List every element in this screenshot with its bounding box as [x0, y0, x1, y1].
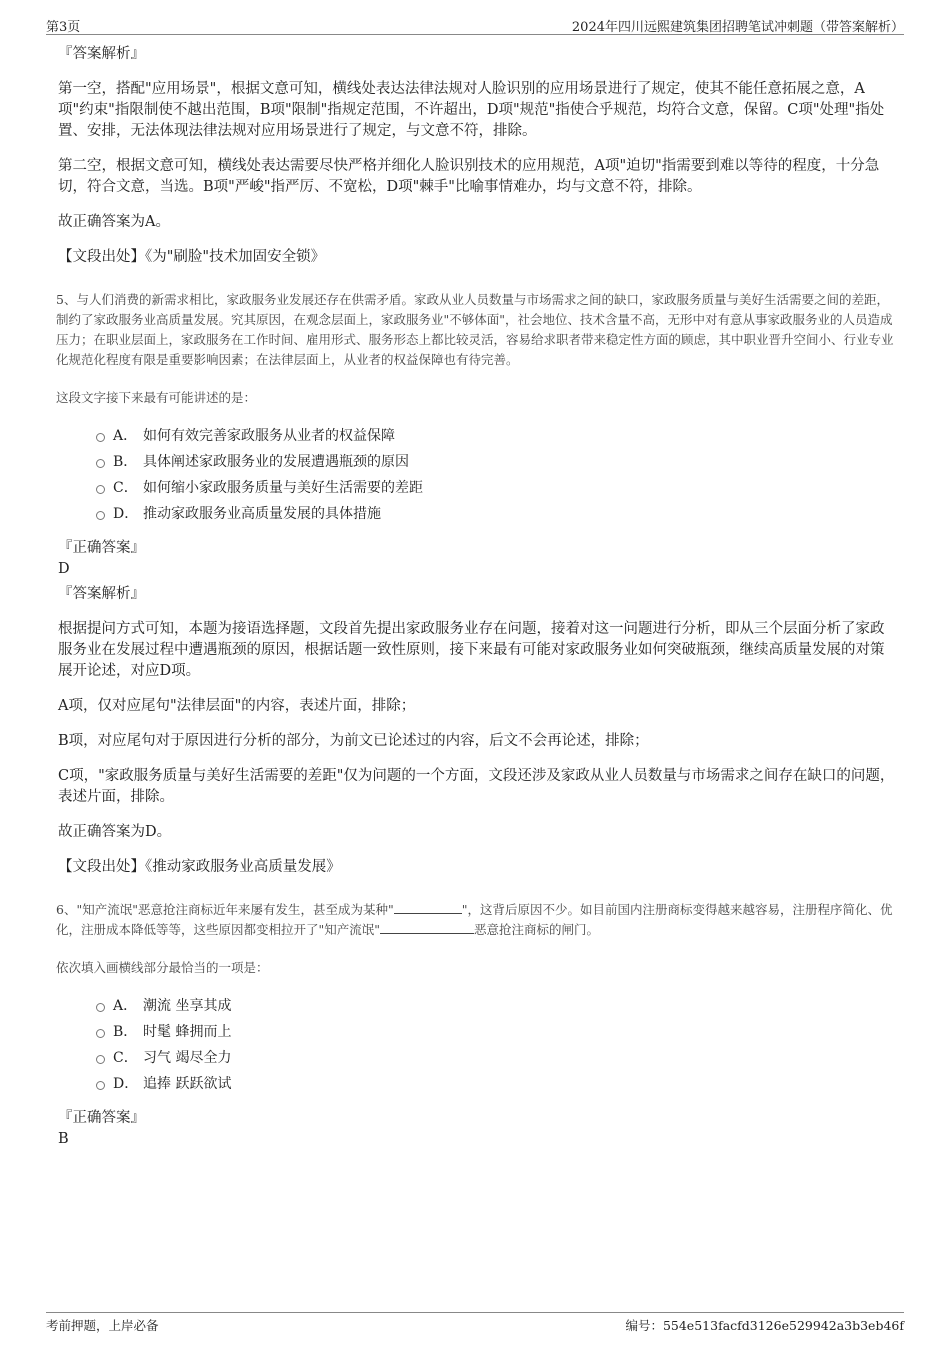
q5-option-c[interactable] [96, 474, 896, 500]
document-title: 2024年四川远熙建筑集团招聘笔试冲刺题（带答案解析） [571, 20, 904, 35]
q6-answer: B [58, 1131, 69, 1147]
q5-analysis-para-4: C项，"家政服务质量与美好生活需要的差距"仅为问题的一个方面，文段还涉及家政从业人员数量与市场需求之间存在缺口的问题，表述片面，排除。 [58, 768, 895, 805]
q6-stem-part-1: 6、"知产流氓"恶意抢注商标近年来屡有发生，甚至成为某种" [56, 902, 394, 917]
page-header [46, 14, 904, 35]
q4-source: 【文段出处】《为"刷脸"技术加固安全锁》 [58, 249, 326, 265]
option-text: 推动家政服务业高质量发展的具体措施 [143, 506, 381, 522]
q6-stem [56, 900, 896, 940]
option-text: 具体阐述家政服务业的发展遭遇瓶颈的原因 [143, 454, 409, 470]
radio-icon[interactable] [96, 459, 105, 468]
q5-answer-label: 『正确答案』 [58, 540, 145, 556]
q4-analysis-para-2: 第二空，根据文意可知，横线处表达需要尽快严格并细化人脸识别技术的应用规范，A项"迫切"指需要到难以等待的程度，十分急切，符合文意，当选。B项"严峻"指严厉、不宽松，D项"棘手"比喻事情难办，均与文意不符，排除。 [58, 158, 880, 195]
q6-option-b[interactable] [96, 1018, 896, 1044]
q6-stem-part-2: "，这背后原因不少。如目前国内注册商标变得越来越容易，注册程序简化、优化，注册成本降低等等，这些原因都变相拉开了"知产流氓" [56, 902, 893, 937]
q6-stem-part-3: 恶意抢注商标的闸门。 [474, 922, 600, 937]
option-letter: C． [113, 1050, 138, 1066]
option-text: 如何缩小家政服务质量与美好生活需要的差距 [143, 480, 423, 496]
radio-icon[interactable] [96, 1003, 105, 1012]
q6-option-d[interactable] [96, 1070, 896, 1096]
q6-options [96, 992, 896, 1096]
q5-option-b[interactable] [96, 448, 896, 474]
fill-blank-2 [380, 921, 474, 934]
q6-option-a[interactable] [96, 992, 896, 1018]
radio-icon[interactable] [96, 433, 105, 442]
q5-analysis-para-2: A项，仅对应尾句"法律层面"的内容，表述片面，排除； [58, 698, 416, 714]
fill-blank-1 [394, 901, 462, 914]
option-text: 习气 竭尽全力 [143, 1050, 232, 1066]
option-text: 潮流 坐享其成 [143, 998, 232, 1014]
option-letter: A． [113, 428, 138, 444]
q5-analysis-label: 『答案解析』 [58, 586, 145, 602]
q5-analysis-para-3: B项，对应尾句对于原因进行分析的部分，为前文已论述过的内容，后文不会再论述，排除； [58, 733, 649, 749]
q6-option-c[interactable] [96, 1044, 896, 1070]
q5-option-d[interactable] [96, 500, 896, 526]
option-text: 时髦 蜂拥而上 [143, 1024, 232, 1040]
option-letter: A． [113, 998, 138, 1014]
option-letter: D． [113, 506, 139, 522]
q5-prompt: 这段文字接下来最有可能讲述的是： [56, 390, 257, 405]
option-letter: B． [113, 1024, 138, 1040]
page-content [56, 44, 896, 1154]
option-letter: D． [113, 1076, 139, 1092]
radio-icon[interactable] [96, 511, 105, 520]
radio-icon[interactable] [96, 485, 105, 494]
option-text: 追捧 跃跃欲试 [143, 1076, 232, 1092]
radio-icon[interactable] [96, 1055, 105, 1064]
option-letter: B． [113, 454, 138, 470]
page-footer [46, 1312, 904, 1337]
radio-icon[interactable] [96, 1081, 105, 1090]
q5-conclusion: 故正确答案为D。 [58, 824, 172, 840]
footer-slogan: 考前押题，上岸必备 [46, 1318, 159, 1333]
q5-source: 【文段出处】《推动家政服务业高质量发展》 [58, 859, 341, 875]
q5-options [96, 422, 896, 526]
q5-stem: 5、与人们消费的新需求相比，家政服务业发展还存在供需矛盾。家政从业人员数量与市场需求之间的缺口，家政服务质量与美好生活需要之间的差距，制约了家政服务业高质量发展。究其原因，在观念层面上，家政服务业"不够体面"，社会地位、技术含量不高，无形中对有意从事家政服务业的人员造成压力；在职业层面上，家政服务在工作时间、雇用形式、服务形态上都比较灵活，容易给求职者带来稳定性方面的顾虑，其中职业晋升空间小、行业专业化规范化程度有限是重要影响因素；在法律层面上，从业者的权益保障也有待完善。 [56, 292, 894, 367]
q4-analysis-label: 『答案解析』 [58, 46, 145, 62]
option-letter: C． [113, 480, 138, 496]
document-id: 编号：554e513facfd3126e529942a3b3eb46f [625, 1318, 904, 1333]
option-text: 如何有效完善家政服务从业者的权益保障 [143, 428, 395, 444]
q6-prompt: 依次填入画横线部分最恰当的一项是： [56, 960, 269, 975]
radio-icon[interactable] [96, 1029, 105, 1038]
q4-conclusion: 故正确答案为A。 [58, 214, 170, 230]
q6-answer-label: 『正确答案』 [58, 1110, 145, 1126]
q5-answer: D [58, 561, 70, 577]
page-number: 第3页 [46, 20, 81, 35]
q5-analysis-para-1: 根据提问方式可知，本题为接语选择题，文段首先提出家政服务业存在问题，接着对这一问题进行分析，即从三个层面分析了家政服务业在发展过程中遭遇瓶颈的原因，根据话题一致性原则，接下来最有可能对家政服务业如何突破瓶颈，继续高质量发展的对策展开论述，对应D项。 [58, 621, 885, 679]
q5-option-a[interactable] [96, 422, 896, 448]
q4-analysis-para-1: 第一空，搭配"应用场景"，根据文意可知，横线处表达法律法规对人脸识别的应用场景进行了规定，使其不能任意拓展之意，A项"约束"指限制使不越出范围，B项"限制"指规定范围，不许超出，D项"规范"指使合乎规范，均符合文意，保留。C项"处理"指处置、安排，无法体现法律法规对应用场景进行了规定，与文意不符，排除。 [58, 81, 885, 139]
